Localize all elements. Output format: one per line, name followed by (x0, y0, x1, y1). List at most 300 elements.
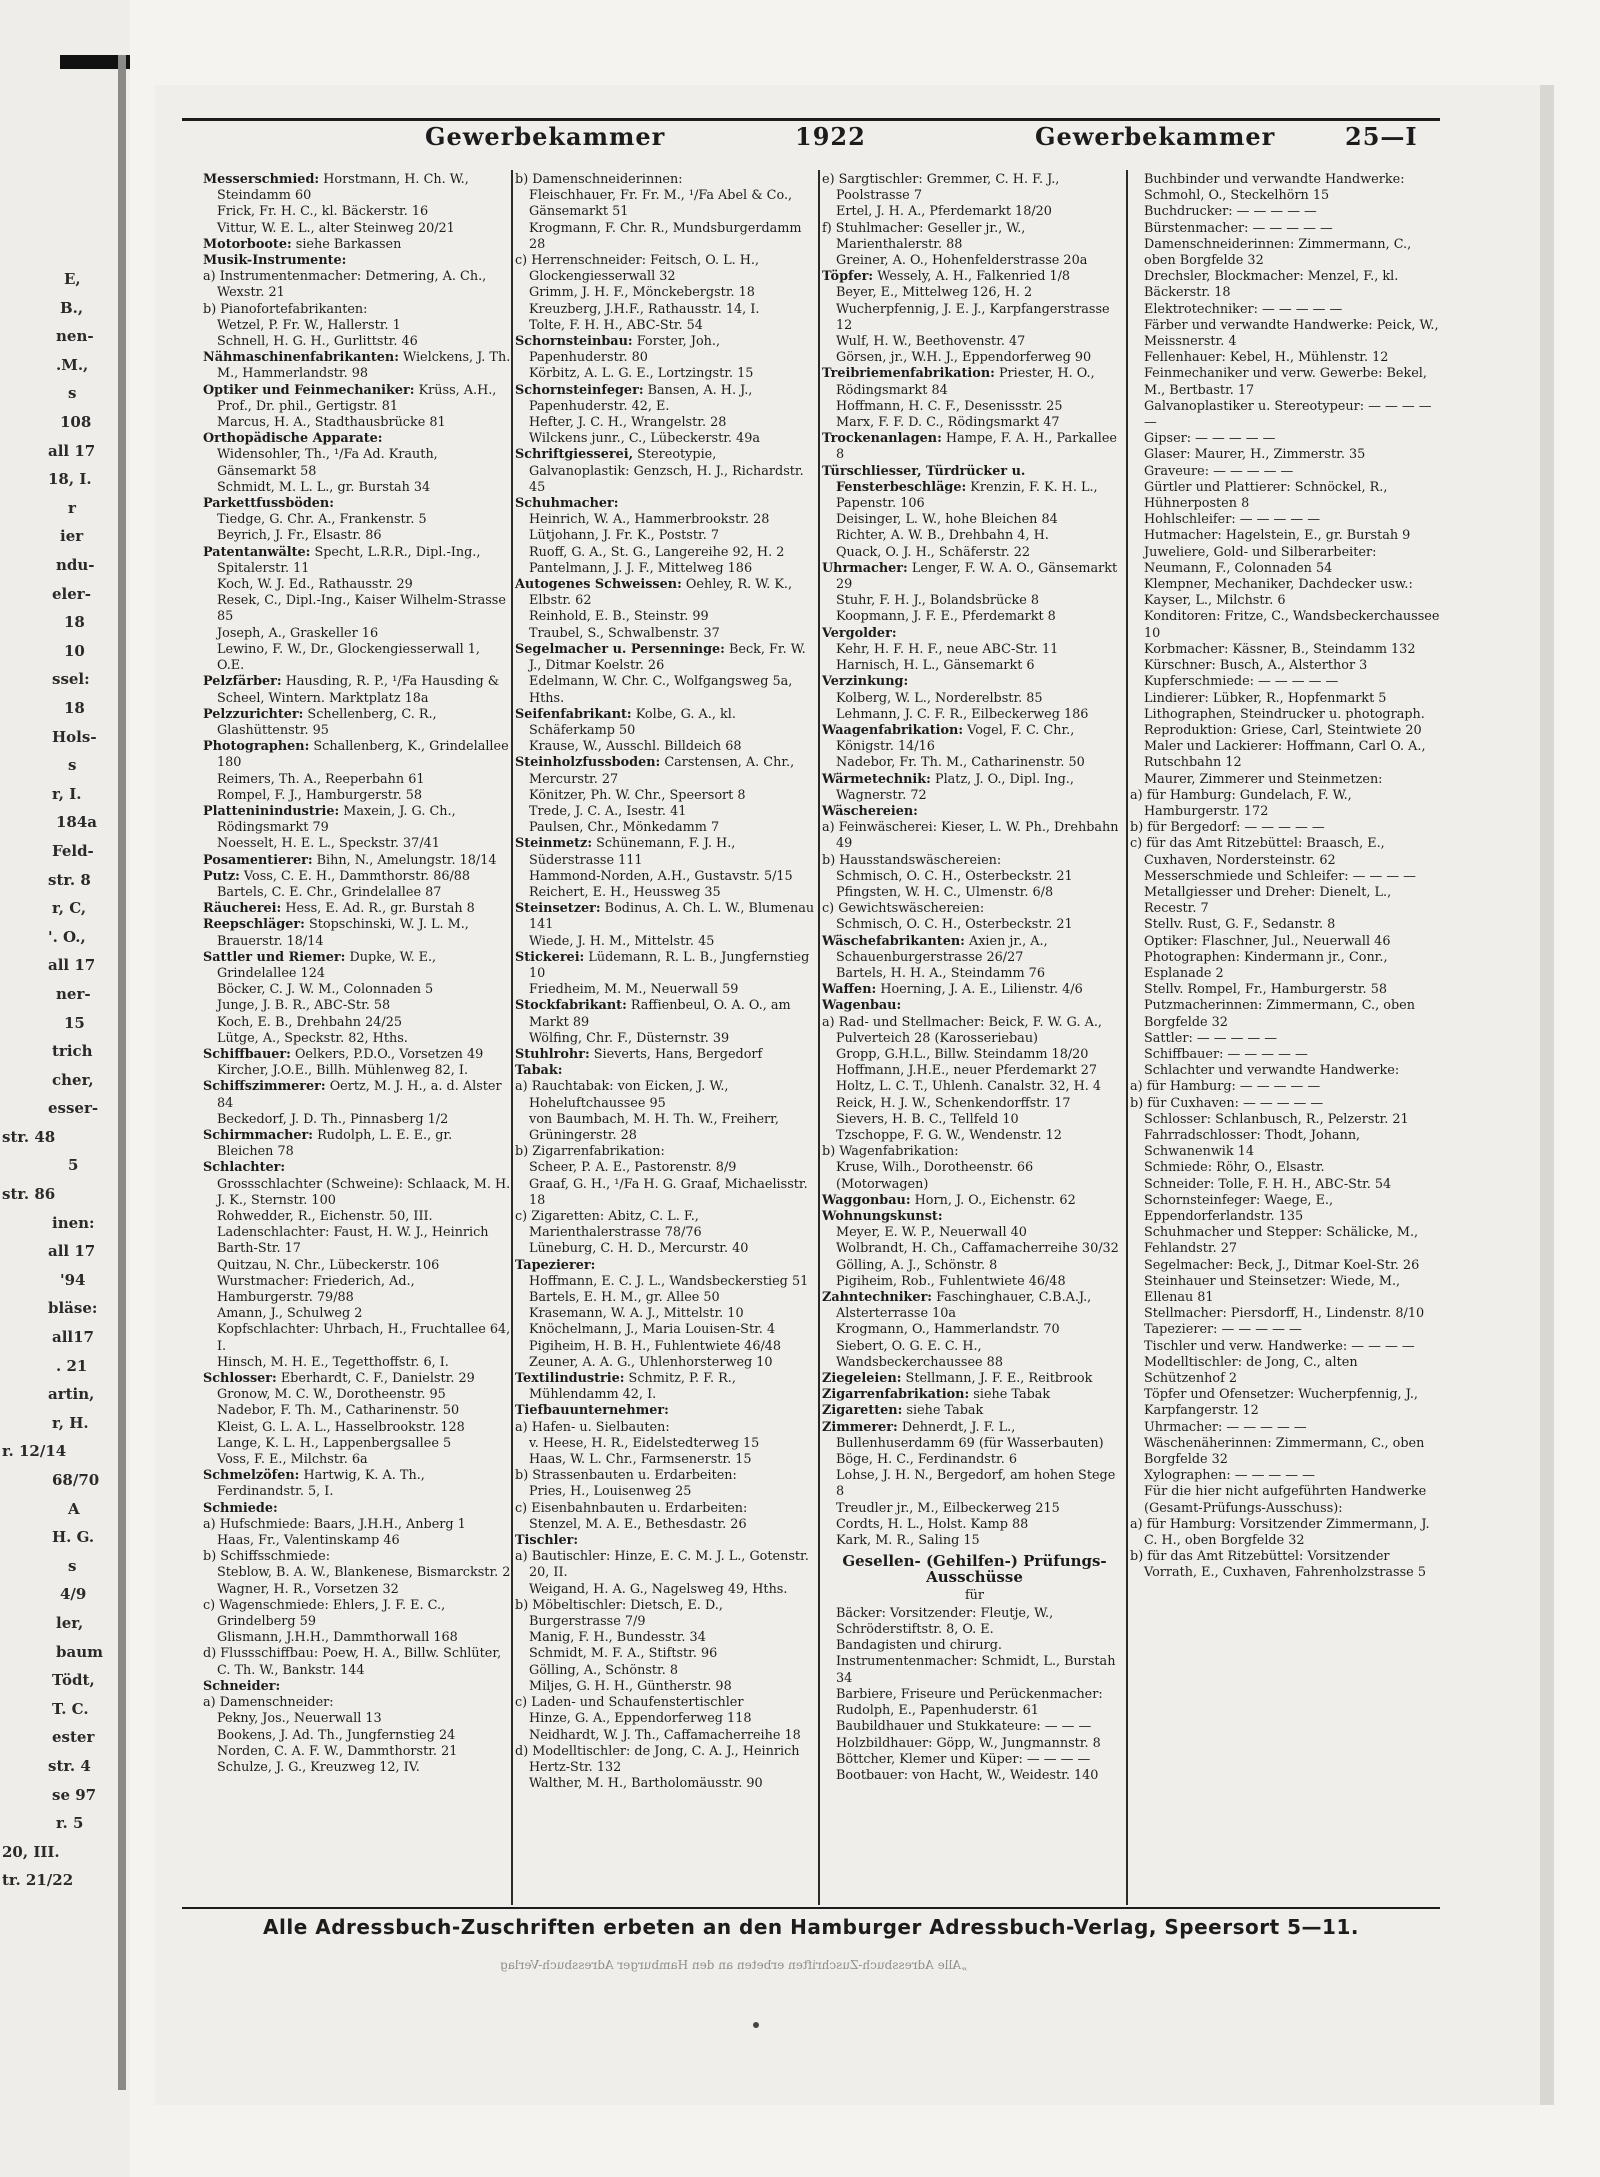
directory-entry (515, 366, 815, 382)
adjacent-page-fragment: eler- (52, 584, 91, 603)
adjacent-page-fragment: inen: (52, 1213, 95, 1232)
directory-entry (822, 1752, 1127, 1768)
directory-entry (203, 772, 511, 788)
directory-entry (822, 1387, 1127, 1403)
trade-heading: Optiker und Feinmechaniker: (203, 382, 415, 398)
adjacent-page-fragment: ler, (56, 1614, 84, 1633)
adjacent-page-fragment: str. 86 (2, 1185, 56, 1204)
footer-rule (182, 1907, 1440, 1909)
entry-text: Harnisch, H. L., Gänsemarkt 6 (836, 658, 1035, 674)
adjacent-page-fragment: 20, III. (2, 1842, 60, 1861)
directory-entry (515, 253, 815, 285)
entry-text: Gipser: — — — — — (1144, 431, 1276, 447)
adjacent-page-fragment: 5 (68, 1156, 79, 1175)
entry-text: c) Zigaretten: Abitz, C. L. F., Marienthalerstrasse 78/76 (515, 1209, 702, 1241)
directory-entry (515, 1274, 815, 1290)
entry-text: Neidhardt, W. J. Th., Caffamacherreihe 18 (529, 1727, 801, 1743)
directory-entry (515, 1047, 815, 1063)
directory-entry (203, 334, 511, 350)
directory-column-4 (1130, 172, 1440, 1582)
entry-text: a) Rad- und Stellmacher: Beick, F. W. G. A., Pulverteich 28 (Karosseriebau) (822, 1014, 1102, 1046)
trade-heading: Patentanwälte: (203, 544, 311, 560)
entry-text: Krüss, A.H., Prof., Dr. phil., Gertigstr. 81 (217, 382, 497, 414)
directory-entry (822, 1079, 1127, 1095)
trade-heading: Waagenfabrikation: (822, 722, 964, 738)
entry-text: Hartwig, K. A. Th., Ferdinandstr. 5, I. (217, 1468, 425, 1500)
directory-entry (203, 1501, 511, 1517)
directory-entry (203, 253, 511, 269)
directory-entry (1130, 869, 1440, 885)
directory-entry (515, 1031, 815, 1047)
entry-text: Hausding, R. P., ¹/Fa Hausding & Scheel, Wintern. Marktplatz 18a (217, 674, 500, 706)
entry-text: Wolbrandt, H. Ch., Caffamacherreihe 30/32 (836, 1241, 1119, 1257)
directory-entry (822, 674, 1127, 690)
entry-text: a) Rauchtabak: von Eicken, J. W., Hoheluftchaussee 95 (515, 1079, 729, 1111)
directory-entry (1130, 1355, 1440, 1387)
directory-entry (1130, 1112, 1440, 1128)
trade-heading: Schmiede: (203, 1500, 278, 1516)
directory-entry (822, 172, 1127, 204)
directory-entry (1130, 820, 1440, 836)
directory-entry (1130, 836, 1440, 868)
directory-entry (822, 528, 1127, 544)
directory-entry (1130, 1063, 1440, 1079)
entry-text: Dupke, W. E., Grindelallee 124 (217, 949, 437, 981)
directory-entry (1130, 221, 1440, 237)
trade-heading: Wohnungskunst: (822, 1209, 943, 1224)
entry-text: Schuhmacher und Stepper: Schälicke, M., Fehlandstr. 27 (1144, 1225, 1419, 1257)
trade-heading: Stuhlrohr: (515, 1046, 590, 1062)
directory-entry (203, 1258, 511, 1274)
entry-text: Korbmacher: Kässner, B., Steindamm 132 (1144, 641, 1416, 657)
entry-text: a) Damenschneider: (203, 1695, 334, 1711)
adjacent-page-fragment: 15 (64, 1013, 85, 1032)
directory-entry (203, 480, 511, 496)
entry-text: Hefter, J. C. H., Wrangelstr. 28 (529, 415, 727, 431)
directory-entry (203, 1112, 511, 1128)
entry-text: Hoffmann, H. C. F., Desenissstr. 25 (836, 398, 1063, 414)
directory-entry (822, 853, 1127, 869)
trade-heading: Segelmacher u. Persenninge: (515, 641, 725, 657)
entry-text: Schellenberg, C. R., Glashüttenstr. 95 (217, 706, 437, 738)
directory-entry (203, 1744, 511, 1760)
adjacent-page-fragment: r, I. (52, 784, 82, 803)
trade-heading: Wärmetechnik: (822, 771, 931, 787)
directory-entry (515, 1663, 815, 1679)
directory-entry (515, 1452, 815, 1468)
entry-text: Krogmann, O., Hammerlandstr. 70 (836, 1322, 1060, 1338)
directory-entry (203, 853, 511, 869)
adjacent-page-fragment: B., (60, 298, 84, 317)
adjacent-page-fragment: H. G. (52, 1528, 95, 1547)
entry-text: b) Pianofortefabrikanten: (203, 301, 368, 317)
directory-entry (1130, 917, 1440, 933)
directory-entry (1130, 998, 1440, 1030)
trade-heading: Parkettfussböden: (203, 496, 334, 512)
directory-entry (203, 885, 511, 901)
adjacent-page-fragment: str. 4 (48, 1757, 91, 1776)
directory-entry (1130, 1420, 1440, 1436)
entry-text: Bansen, A. H. J., Papenhuderstr. 42, E. (529, 382, 753, 414)
entry-text: Faschinghauer, C.B.A.J., Alsterterrasse 10a (836, 1290, 1092, 1322)
entry-text: Gropp, G.H.L., Billw. Steindamm 18/20 (836, 1046, 1089, 1062)
directory-entry (822, 221, 1127, 253)
entry-text: siehe Tabak (973, 1387, 1051, 1403)
trade-heading: Textilindustrie: (515, 1371, 625, 1387)
directory-entry (1130, 1322, 1440, 1338)
directory-entry (822, 1241, 1127, 1257)
entry-text: Beckedorf, J. D. Th., Pinnasberg 1/2 (217, 1111, 449, 1127)
directory-entry (515, 869, 815, 885)
directory-entry (822, 966, 1127, 982)
entry-text: b) Strassenbauten u. Erdarbeiten: (515, 1468, 737, 1484)
entry-text: Paulsen, Chr., Mönkedamm 7 (529, 820, 720, 836)
directory-column-1 (203, 172, 511, 1776)
directory-entry (515, 1371, 815, 1403)
adjacent-page-fragment: se 97 (52, 1785, 97, 1804)
directory-entry (515, 788, 815, 804)
entry-text: Raffienbeul, O. A. O., am Markt 89 (529, 998, 791, 1030)
entry-text: a) Instrumentenmacher: Detmering, A. Ch., Wexstr. 21 (203, 269, 487, 301)
directory-entry (203, 1387, 511, 1403)
entry-text: Vogel, F. C. Chr., Königstr. 14/16 (836, 722, 1075, 755)
entry-text: Kürschner: Busch, A., Alsterthor 3 (1144, 658, 1368, 674)
directory-entry (822, 658, 1127, 674)
directory-entry (822, 934, 1127, 966)
entry-text: Dehnerdt, J. F. L., Bullenhuserdamm 69 (für Wasserbauten) (836, 1419, 1104, 1451)
directory-entry (515, 1144, 815, 1160)
entry-text: Hoffmann, E. C. J. L., Wandsbeckerstieg 51 (529, 1273, 809, 1289)
entry-text: Bootbauer: von Hacht, W., Weidestr. 140 (836, 1767, 1099, 1783)
entry-text: Wetzel, P. Fr. W., Hallerstr. 1 (217, 317, 401, 333)
entry-text: Vittur, W. E. L., alter Steinweg 20/21 (217, 220, 455, 236)
entry-text: Juweliere, Gold- und Silberarbeiter: Neumann, F., Colonnaden 54 (1144, 544, 1377, 576)
entry-text: Norden, C. A. F. W., Dammthorstr. 21 (217, 1743, 458, 1759)
entry-text: Carstensen, A. Chr., Mercurstr. 27 (529, 755, 795, 787)
entry-text: Bihn, N., Amelungstr. 18/14 (316, 852, 497, 868)
entry-text: Hinze, G. A., Eppendorferweg 118 (529, 1711, 752, 1727)
directory-entry (515, 1598, 815, 1630)
directory-entry (822, 917, 1127, 933)
entry-text: Gürtler und Plattierer: Schnöckel, R., Hühnerposten 8 (1144, 479, 1388, 512)
directory-entry (515, 674, 815, 706)
entry-text: c) Eisenbahnbauten u. Erdarbeiten: (515, 1500, 748, 1516)
directory-entry (1130, 739, 1440, 771)
directory-entry (515, 561, 815, 577)
entry-text: Zeuner, A. A. G., Uhlenhorsterweg 10 (529, 1354, 773, 1370)
trade-heading: Schiffbauer: (203, 1046, 291, 1062)
entry-text: d) Flussschiffbau: Poew, H. A., Billw. Schlüter, C. Th. W., Bankstr. 144 (203, 1646, 502, 1678)
trade-heading: Waffen: (822, 982, 877, 998)
entry-text: b) Wagenfabrikation: (822, 1144, 959, 1160)
directory-entry (822, 1638, 1127, 1687)
directory-entry (822, 1687, 1127, 1719)
entry-text: Krause, W., Ausschl. Billdeich 68 (529, 739, 742, 755)
directory-entry (515, 950, 815, 982)
entry-text: Edelmann, W. Chr. C., Wolfgangsweg 5a, Hths. (529, 674, 793, 706)
footer-note: Alle Adressbuch-Zuschriften erbeten an den Hamburger Adressbuch-Verlag, Speersort 5—11. (263, 1915, 1359, 1939)
directory-entry (822, 204, 1127, 220)
entry-text: Rohwedder, R., Eichenstr. 50, III. (217, 1209, 433, 1224)
entry-text: Maurer, Zimmerer und Steinmetzen: (1144, 771, 1383, 787)
adjacent-page-fragment: T. C. (52, 1699, 89, 1718)
entry-text: Bürstenmacher: — — — — — (1144, 220, 1333, 236)
adjacent-page-fragment: trich (52, 1042, 93, 1061)
directory-entry (203, 788, 511, 804)
entry-text: Steinhauer und Steinsetzer: Wiede, M., Ellenau 81 (1144, 1273, 1401, 1306)
entry-text: Gölling, A., Schönstr. 8 (529, 1662, 679, 1678)
directory-entry (203, 593, 511, 625)
directory-entry (515, 1776, 815, 1792)
trade-heading: Tischler: (515, 1533, 579, 1549)
entry-text: Voss, F. E., Milchstr. 6a (217, 1452, 368, 1468)
directory-entry (822, 1719, 1127, 1735)
directory-entry (515, 1241, 815, 1257)
directory-entry (203, 1355, 511, 1371)
adjacent-page-fragment: bläse: (48, 1299, 98, 1318)
adjacent-page-fragment: '94 (60, 1270, 86, 1289)
entry-text: Pekny, Jos., Neuerwall 13 (217, 1711, 382, 1727)
entry-text: Hoerning, J. A. E., Lilienstr. 4/6 (880, 982, 1083, 998)
entry-text: e) Sargtischler: Gremmer, C. H. F. J., Poolstrasse 7 (822, 172, 1060, 204)
entry-text: Kark, M. R., Saling 15 (836, 1533, 980, 1549)
directory-entry (515, 1112, 815, 1144)
directory-entry (822, 1144, 1127, 1160)
directory-column-2 (515, 172, 815, 1792)
adjacent-page-fragment: r (68, 498, 76, 517)
entry-text: Buchbinder und verwandte Handwerke: Schmohl, O., Steckelhörn 15 (1144, 172, 1405, 204)
adjacent-page-fragment: .M., (56, 355, 89, 374)
directory-entry (515, 901, 815, 933)
directory-entry (515, 285, 815, 301)
entry-text: Sieverts, Hans, Bergedorf (593, 1046, 763, 1062)
directory-entry (203, 577, 511, 593)
directory-entry (1130, 1193, 1440, 1225)
adjacent-page-fragment: ssel: (52, 670, 90, 689)
directory-entry (1130, 658, 1440, 674)
entry-text: Kolberg, W. L., Norderelbstr. 85 (836, 690, 1043, 706)
directory-entry (515, 383, 815, 415)
entry-text: Lohse, J. H. N., Bergedorf, am hohen Stege 8 (836, 1468, 1116, 1500)
directory-entry (822, 253, 1127, 269)
directory-entry (515, 934, 815, 950)
entry-text: Schmidt, M. F. A., Stiftstr. 96 (529, 1646, 718, 1662)
directory-entry (203, 431, 511, 447)
directory-entry (515, 188, 815, 220)
directory-entry (822, 561, 1127, 593)
entry-text: Stuhr, F. H. J., Bolandsbrücke 8 (836, 593, 1039, 609)
entry-text: Bartels, C. E. Chr., Grindelallee 87 (217, 884, 442, 900)
trade-heading: Sattler und Riemer: (203, 949, 346, 965)
entry-text: Für die hier nicht aufgeführten Handwerke (Gesamt-Prüfungs-Ausschuss): (1144, 1484, 1427, 1516)
directory-entry (822, 1339, 1127, 1371)
trade-heading: Stickerei: (515, 949, 585, 965)
directory-entry (515, 626, 815, 642)
adjacent-page-fragment: A (68, 1499, 80, 1518)
bleed-through-text: „Alle Adressbuch-Zuschriften erbeten an den Hamburger Adressbuch-Verlag (500, 1958, 968, 1972)
directory-entry (203, 1630, 511, 1646)
directory-entry (1130, 1484, 1440, 1516)
directory-entry (822, 1160, 1127, 1192)
entry-text: Lithographen, Steindrucker u. photograph. Reproduktion: Griese, Carl, Steintwiete 20 (1144, 706, 1425, 738)
entry-text: Haas, W. L. Chr., Farmsenerstr. 15 (529, 1452, 752, 1468)
entry-text: c) für das Amt Ritzebüttel: Braasch, E., Cuxhaven, Nordersteinstr. 62 (1130, 836, 1385, 868)
trade-heading: Tapezierer: (515, 1257, 596, 1273)
directory-entry (203, 1695, 511, 1711)
entry-text: Oelkers, P.D.O., Vorsetzen 49 (294, 1046, 484, 1062)
entry-text: Wagner, H. R., Vorsetzen 32 (217, 1581, 399, 1597)
entry-text: Widensohler, Th., ¹/Fa Ad. Krauth, Gänsemarkt 58 (217, 447, 438, 479)
entry-text: Stellv. Rust, G. F., Sedanstr. 8 (1144, 917, 1336, 933)
entry-text: Xylographen: — — — — — (1144, 1468, 1315, 1484)
trade-heading: Messerschmied: (203, 172, 320, 187)
entry-text: Kruse, Wilh., Dorotheenstr. 66 (Motorwagen) (836, 1160, 1034, 1192)
entry-text: Beyrich, J. Fr., Elsastr. 86 (217, 528, 382, 544)
trade-heading: Schirmmacher: (203, 1127, 314, 1143)
directory-entry (1130, 512, 1440, 528)
trade-heading: Treibriemenfabrikation: (822, 366, 995, 382)
adjacent-page-fragment: all 17 (48, 441, 96, 460)
directory-entry (515, 755, 815, 787)
directory-entry (822, 1209, 1127, 1225)
directory-entry (515, 804, 815, 820)
directory-entry (1130, 1339, 1440, 1355)
entry-text: Feinmechaniker und verw. Gewerbe: Bekel, M., Bertbastr. 17 (1144, 366, 1427, 398)
trade-heading: Schmelzöfen: (203, 1468, 300, 1484)
adjacent-page-fragment: s (68, 384, 77, 403)
directory-entry (203, 836, 511, 852)
entry-text: Greiner, A. O., Hohenfelderstrasse 20a (836, 253, 1088, 269)
directory-entry (1130, 982, 1440, 998)
trade-heading: Verzinkung: (822, 674, 909, 690)
entry-text: Oertz, M. J. H., a. d. Alster 84 (217, 1079, 502, 1111)
adjacent-page-fragment: ner- (56, 984, 91, 1003)
trade-heading: Pelzfärber: (203, 674, 282, 690)
entry-text: c) Wagenschmiede: Ehlers, J. F. E. C., Grindelberg 59 (203, 1597, 446, 1630)
directory-entry (822, 1096, 1127, 1112)
directory-entry (203, 804, 511, 836)
adjacent-page-fragment: . 21 (56, 1356, 88, 1375)
directory-entry (822, 626, 1127, 642)
directory-entry (203, 1177, 511, 1209)
adjacent-page-fragment: tr. 21/22 (2, 1871, 74, 1890)
directory-entry (203, 982, 511, 998)
page-fold-shadow (118, 55, 126, 2090)
entry-text: Koch, W. J. Ed., Rathausstr. 29 (217, 577, 413, 593)
entry-text: Ladenschlachter: Faust, H. W. J., Heinrich Barth-Str. 17 (217, 1225, 489, 1257)
trade-heading: Waggonbau: (822, 1192, 911, 1208)
directory-entry (1130, 1096, 1440, 1112)
entry-text: Schallenberg, K., Grindelallee 180 (217, 739, 509, 771)
left-adjacent-page (0, 0, 130, 2177)
entry-text: Gronow, M. C. W., Dorotheenstr. 95 (217, 1387, 446, 1403)
directory-entry (515, 334, 815, 366)
entry-text: Böcker, C. J. W. M., Colonnaden 5 (217, 982, 434, 998)
entry-text: Wiede, J. H. M., Mittelstr. 45 (529, 933, 715, 949)
directory-entry (1130, 1047, 1440, 1063)
entry-text: Holtz, L. C. T., Uhlenh. Canalstr. 32, H. 4 (836, 1079, 1102, 1095)
entry-text: Heinrich, W. A., Hammerbrookstr. 28 (529, 512, 770, 528)
trade-heading: Töpfer: (822, 269, 874, 285)
directory-entry (203, 302, 511, 318)
directory-entry (515, 1403, 815, 1419)
entry-text: Hampe, F. A. H., Parkallee 8 (836, 431, 1118, 463)
entry-text: siehe Tabak (906, 1403, 984, 1419)
directory-entry (203, 1598, 511, 1630)
directory-entry (1130, 674, 1440, 690)
entry-text: Schlosser: Schlanbusch, R., Pelzerstr. 21 (1144, 1111, 1409, 1127)
directory-entry (515, 1290, 815, 1306)
directory-entry (203, 1517, 511, 1533)
directory-entry (822, 723, 1127, 755)
entry-text: Steblow, B. A. W., Blankenese, Bismarckstr. 2 (217, 1565, 511, 1581)
section-subheading: für (964, 1587, 985, 1603)
entry-text: Bookens, J. Ad. Th., Jungfernstieg 24 (217, 1727, 456, 1743)
directory-entry (1130, 1517, 1440, 1549)
directory-entry (515, 1322, 815, 1338)
directory-entry (822, 707, 1127, 723)
entry-text: Kupferschmiede: — — — — — (1144, 674, 1339, 690)
entry-text: Horn, J. O., Eichenstr. 62 (914, 1192, 1076, 1208)
trade-heading: Posamentierer: (203, 852, 313, 868)
entry-text: a) für Hamburg: Gundelach, F. W., Hamburgerstr. 172 (1130, 787, 1352, 819)
trade-heading: Musik-Instrumente: (203, 253, 347, 269)
entry-text: Tzschoppe, F. G. W., Wendenstr. 12 (836, 1127, 1062, 1143)
entry-text: Baubildhauer und Stukkateure: — — — (836, 1719, 1092, 1735)
entry-text: Schneider: Tolle, F. H. H., ABC-Str. 54 (1144, 1176, 1392, 1192)
directory-entry (1130, 1306, 1440, 1322)
directory-entry (203, 917, 511, 949)
directory-entry (822, 1420, 1127, 1452)
directory-entry (203, 383, 511, 415)
header-year: 1922 (795, 122, 866, 151)
trade-heading: Putz: (203, 868, 240, 884)
directory-entry (203, 1420, 511, 1436)
adjacent-page-fragment: Hols- (52, 727, 97, 746)
directory-entry (515, 1355, 815, 1371)
directory-entry (203, 1679, 511, 1695)
directory-entry (203, 674, 511, 706)
entry-text: Scheer, P. A. E., Pastorenstr. 8/9 (529, 1160, 737, 1176)
entry-text: Wurstmacher: Friederich, Ad., Hamburgerstr. 79/88 (217, 1273, 415, 1306)
entry-text: Resek, C., Dipl.-Ing., Kaiser Wilhelm-Strasse 85 (217, 593, 506, 625)
directory-entry (822, 1128, 1127, 1144)
entry-text: a) für Hamburg: — — — — — (1130, 1079, 1321, 1095)
entry-text: Wucherpfennig, J. E. J., Karpfangerstrasse 12 (836, 301, 1110, 333)
trade-heading: Vergolder: (822, 625, 897, 641)
directory-entry (203, 496, 511, 512)
entry-text: Axien jr., A., Schauenburgerstrasse 26/27 (836, 933, 1048, 965)
entry-text: Böge, H. C., Ferdinandstr. 6 (836, 1452, 1017, 1468)
adjacent-page-fragment: 68/70 (52, 1471, 100, 1490)
trade-heading: Reepschläger: (203, 917, 305, 933)
adjacent-page-fragment: cher, (52, 1070, 94, 1089)
entry-text: Fleischhauer, Fr. Fr. M., ¹/Fa Abel & Co., Gänsemarkt 51 (529, 188, 793, 220)
entry-text: Knöchelmann, J., Maria Louisen-Str. 4 (529, 1322, 776, 1338)
directory-entry (822, 1015, 1127, 1047)
entry-text: Pigiheim, H. B. H., Fuhlentwiete 46/48 (529, 1338, 782, 1354)
directory-entry (822, 1225, 1127, 1241)
directory-entry (822, 1112, 1127, 1128)
entry-text: Deisinger, L. W., hohe Bleichen 84 (836, 512, 1058, 528)
directory-entry (822, 1258, 1127, 1274)
entry-text: Lewino, F. W., Dr., Glockengiesserwall 1, O.E. (217, 641, 480, 674)
entry-text: Treudler jr., M., Eilbeckerweg 215 (836, 1500, 1060, 1516)
directory-entry (203, 739, 511, 771)
directory-entry (822, 1047, 1127, 1063)
trade-heading: Wäschefabrikanten: (822, 933, 965, 949)
entry-text: Segelmacher: Beck, J., Ditmar Koel-Str. 26 (1144, 1257, 1420, 1273)
